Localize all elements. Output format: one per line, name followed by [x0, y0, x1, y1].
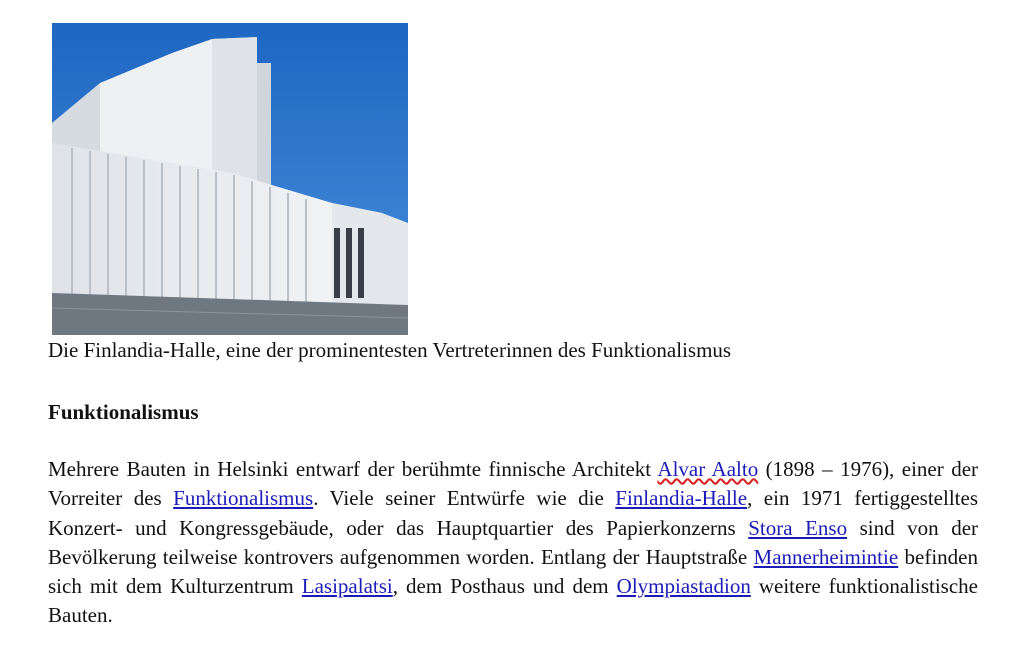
paragraph-text: befinden sich mit dem Kulturzentrum: [48, 544, 978, 599]
body-paragraph: [48, 455, 978, 631]
link-olympiastadion[interactable]: Olympiastadion: [616, 574, 751, 599]
finlandia-hall-illustration: [52, 23, 408, 335]
paragraph-text: , dem Posthaus und dem: [392, 574, 617, 599]
paragraph-text: Mehrere Bauten in Helsinki entwarf der berühmte finnische Architekt: [48, 457, 658, 481]
image-caption: Die Finlandia-Halle, eine der prominentesten Vertreterinnen des Funktionalismus: [48, 338, 732, 362]
paragraph-text: (1898 – 1976), einer der Vorreiter des: [48, 457, 979, 511]
finlandia-hall-photo: [52, 23, 408, 335]
paragraph-text: . Viele seiner Entwürfe wie die: [313, 486, 616, 511]
link-funktionalismus[interactable]: Funktionalismus: [173, 486, 314, 511]
section-heading: Funktionalismus: [48, 400, 199, 424]
link-stora-enso[interactable]: Stora Enso: [748, 515, 848, 540]
link-alvar-aalto[interactable]: Alvar Aalto: [657, 457, 759, 481]
link-finlandia-halle[interactable]: Finlandia-Halle: [615, 486, 748, 511]
link-mannerheimintie[interactable]: Mannerheimintie: [753, 544, 899, 569]
paragraph-text: weitere funktionalistische Bauten.: [48, 574, 978, 628]
paragraph-text: sind von der Bevölkerung teilweise kontrovers aufgenommen worden. Entlang der Hauptstraße: [48, 515, 979, 569]
link-lasipalatsi[interactable]: Lasipalatsi: [301, 574, 393, 599]
paragraph-text: , ein 1971 fertiggestelltes Konzert- und Kongressgebäude, oder das Hauptquartier des Papierkonzerns: [48, 486, 978, 540]
